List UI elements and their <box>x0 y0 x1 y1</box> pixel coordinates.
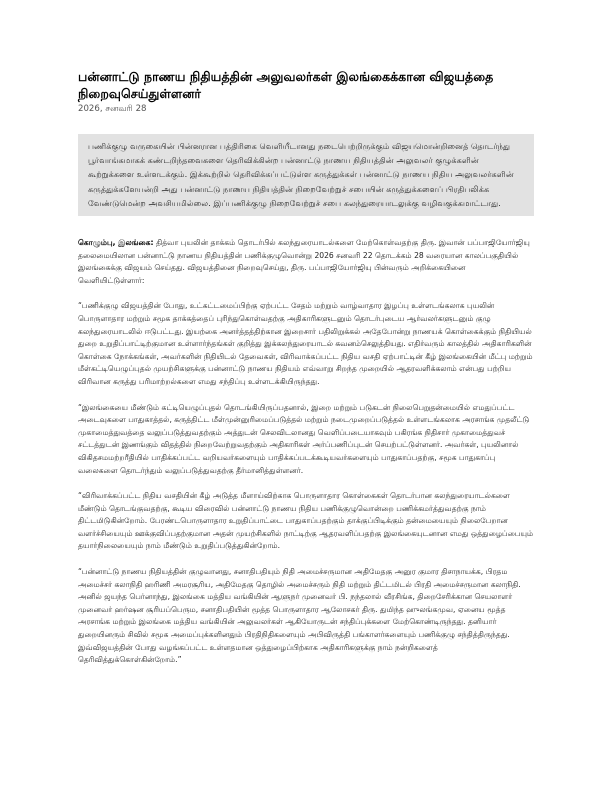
body-paragraph-4: “பன்னாட்டு நாணய நிதியத்தின் குழுவானது, சனாதிபதியும் நிதி அமைச்சருமான அதிமேதகு அனுர குமார திசாநாயக்க, பிரதம அமைச்சர் கலாநிதி ஹரிணி அமரசூரிய, அதிமேதகு தொழில் அமைச்சரும் நிதி மற்றும் திட்டமிடல் பிரதி அமைச்சருமான கலாநிதி. அனில் ஜயந்த பெர்னாந்து, இலங்கை மத்திய வங்கியின் ஆளுநர் முனைவர் பி. நந்தலால் வீரசிங்க, திறைசேரிக்கான செயலாளர் முனைவர் ஹர்ஷன சூரியப்பெரும, சனாதிபதியின் மூத்த பொருளாதார ஆலோசகர் திரு. துமிந்த ஹுலங்கமுவ, ஏனைய மூத்த அரசாங்க மற்றும் இலங்கை மத்திய வங்கியின் அலுவலர்கள் ஆகியோருடன் சந்திப்புக்களை மேற்கொண்டிருந்தது. தனியார் துறையினரும் சிவில் சமூக அமைப்புக்களினதும் பிரதிநிதிகளையும் அபிவிருத்தி பங்காளர்களையும் பணிக்குழு சந்தித்திருந்தது. இவ்விஜயத்தின் போது வழங்கப்பட்ட உள்ளதமான ஒத்துழைப்பிற்காக அதிகாரிகளுக்கு நாம் நன்றிகளைத் தெரிவித்துக்கொள்கின்றோம்.” <box>78 567 521 665</box>
publication-date: 2026, சனவரி 28 <box>78 104 147 114</box>
dateline: கொழும்பு, இலங்கை: <box>78 238 154 248</box>
body-paragraph-1: “பணிக்குழு விஜயத்தின் போது, உட்கட்டமைப்பிற்கு ஏற்பட்ட சேதம் மற்றும் வாழ்வாதார இழப்பு உள்ளடங்கலாக புயலின் பொருளாதார மற்றும் சமூக தாக்கத்தைப் புரிந்துகொள்வதற்கு அதிகாரிகளுடனும் தொடர்புடைய ஆர்வலர்களுடனும் குழு கலந்துரையாடலில் ஈடுபட்டது. இயற்கை அனர்த்தத்திற்கான இறைசார் பதிலிறுக்கல் அதேபோன்று நாணயக் கொள்கைக்கும் நிதியியல் துறை உறுதிப்பாட்டிற்குமான உள்ளார்ந்தங்கள் குறித்து இக்கலந்துரையாடல் கவனம்செலுத்தியது. எதிர்வரும் காலத்தில் அதிகாரிகளின் கொள்கை நோக்கங்கள், அவர்களின் நிதியிடல் தேவைகள், விரிவாக்கப்பட்ட நிதிய வசதி ஏற்பாட்டின் கீழ் இலங்கையின் மீட்பு மற்றும் மீள்கட்டியெழுப்புதல் முயற்சிகளுக்கு பன்னாட்டு நாணய நிதியம் எவ்வாறு சிறந்த முறையில் ஆதரவளிக்கலாம் என்பது பற்றிய விரிவான கருத்து பரிமாற்றல்களை எமது சந்திப்பு உள்ளடக்கியிருந்தது. <box>78 301 533 386</box>
lead-paragraph <box>78 237 534 287</box>
body-paragraph-3: “விரிவாக்கப்பட்ட நிதிய வசதியின் கீழ் அடுத்த மீளாய்விற்காக பொருளாதார கொள்கைகள் தொடர்பான கலந்துரையாடல்களை மீண்டும் தொடங்குவதற்கு, கூடிய விரைவில் பன்னாட்டு நாணய நிதிய பணிக்குழுவொன்றை பணிக்கமர்த்துவதற்கு நாம் திட்டமிடுகின்றோம். பேரண்டபொருளாதார உறுதிப்பாட்டை பாதுகாப்பதற்கும் தாக்குப்பிடிக்கும் தன்மையையும் நிலைபேறான வளர்ச்சியையும் ஊக்குவிப்பதற்குமான அதன் முயற்சிகளில் நாட்டிற்கு ஆதரவளிப்பதற்கு இலங்கையுடனான எமது ஒத்துழைப்பையும் தயார்நிலையையும் நாம் மீண்டும் உறுதிப்படுத்துகின்றோம். <box>78 491 534 551</box>
article-body <box>78 237 534 667</box>
lead-text: தித்வா புயலின் தாக்கம் தொடர்பில் கலந்துரையாடல்களை மேற்கொள்வதற்கு திரு. இவான் பப்பாஜியோர்ஜியு தலைமையிலான பன்னாட்டு நாணய நிதியத்தின் பணிக்குழுவொன்று 2026 சனவரி 22 தொடக்கம் 28 வரையான காலப்பகுதியில் இலங்கைக்கு விஜயம் செய்தது. விஜயத்தினை நிறைவுசெய்து, திரு. பப்பாஜியோர்ஜியு பின்வரும் அறிக்கையினை வெளியிட்டுள்ளார்: <box>78 238 530 285</box>
page-title: பன்னாட்டு நாணய நிதியத்தின் அலுவலர்கள் இலங்கைக்கான விஜயத்தை நிறைவுசெய்துள்ளனர் <box>78 69 494 101</box>
body-paragraph-2: “இலங்கையை மீண்டும் கட்டியெழுப்புதல் தொடங்கியிருப்பதனால், இறை மற்றும் படுகடன் நிலைபெறுதன்மையில் எமதுப்பட்ட அடைவுகளை பாதுகாத்தல், கருத்திட்ட மீள்முன்னுரிமைப்படுத்தல் மற்றும் நடைமுறைப்படுத்தல் உள்ளடங்கலாக அரசாங்க முதலீட்டு முகாமைத்துவத்தை வலுப்படுத்துவதற்கும் அத்துடன் செலவிடலானது வெளிப்படையாகவும் பகிரங்க நிதிசார் முகாமைத்துவச் சட்டத்துடன் இணங்கும் விதத்தில் நிறைவேற்றுவதற்கும் அதிகாரிகள் அர்ப்பணிப்புடன் செயற்பட்டுள்ளனர். அவர்கள், புயலினால் விகிதசமமற்றரீதியில் பாதிக்கப்பட்ட வறியவர்களையும் பாதிக்கப்படக்கூடியவர்களையும் பாதுகாப்பதற்கு, சமூக பாதுகாப்பு வலைகளை தொடர்ந்தும் வலுப்படுத்துவதற்கு தீர்மானித்துள்ளனர். <box>78 402 530 475</box>
summary-box: பணிக்குழு வருகையின் பின்னரான பத்திரிகை வெளியீடானது நடைபெற்றிருக்கும் விஜயமொன்றினைத் தொடர்ந்து பூர்வாங்கமாகக் கண்டறிந்தவைகளை தெரிவிக்கின்ற பன்னாட்டு நாணய நிதியத்தின் அலுவலர் குழுக்களின் கூற்றுக்களை உள்ளடக்கும். இக்கூற்றில் தெரிவிக்கப்பட்டுள்ள கருத்துக்கள் பன்னாட்டு நாணய நிதிய அலுவலர்களின் கருத்துக்களேயன்றி அது பன்னாட்டு நாணய நிதியத்தின் நிறைவேற்றுச் சபையின் கருத்துக்களைப் பிரதிபலிக்க வேண்டுமென்ற அவசியமில்லை. இப்பணிக்குழு நிறைவேற்றுச் சபை கலந்துரையாடலுக்கு வழிவகுக்கமாட்டாது. <box>78 134 534 216</box>
